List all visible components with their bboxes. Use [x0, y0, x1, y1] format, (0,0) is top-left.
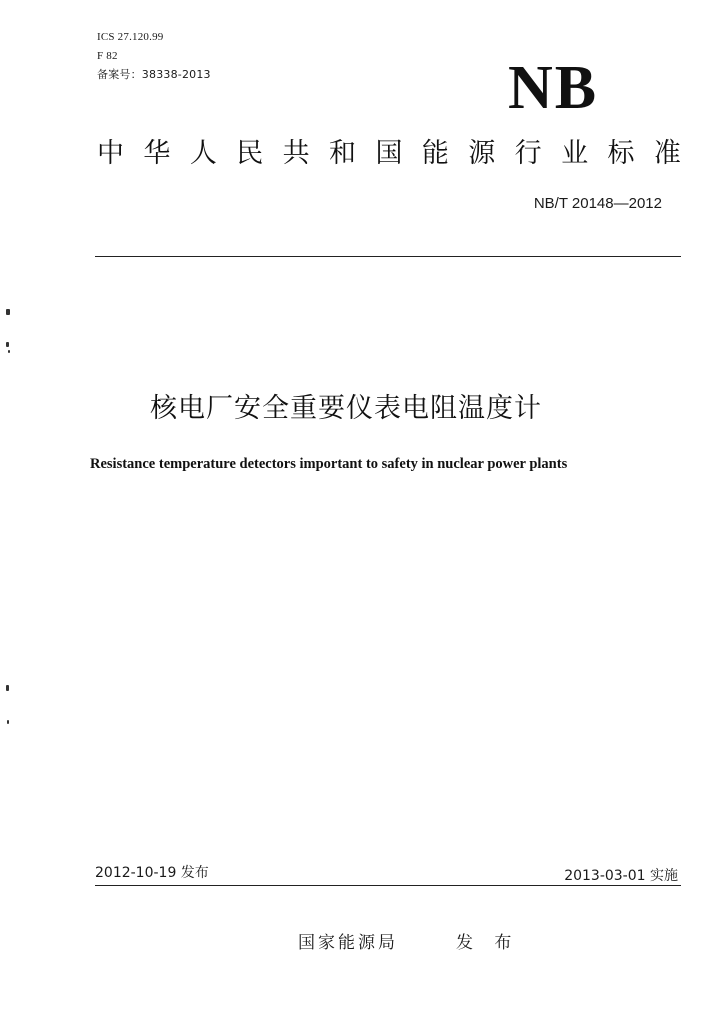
footer-divider — [95, 885, 681, 886]
standard-number: NB/T 20148—2012 — [533, 195, 662, 212]
standard-class-char: 民 — [236, 138, 264, 169]
title-english: Resistance temperature detectors important to safety in nuclear power plants — [90, 456, 568, 472]
issue-date: 2012-10-19 发布 — [95, 865, 209, 881]
title-chinese: 核电厂安全重要仪表电阻温度计 — [150, 393, 542, 424]
filing-number: 备案号：38338-2013 — [97, 68, 211, 81]
standard-class-char: 能 — [421, 138, 449, 169]
standard-class-char: 华 — [143, 138, 171, 169]
standard-class-char: 国 — [375, 138, 403, 169]
ics-code: ICS 27.120.99 — [97, 31, 164, 43]
implementation-date: 2013-03-01 实施 — [564, 868, 678, 884]
publisher: 国家能源局 — [298, 933, 398, 953]
scan-speck — [6, 685, 9, 691]
scan-speck — [7, 720, 9, 724]
scan-speck — [8, 350, 10, 353]
classification-code: F 82 — [97, 50, 118, 62]
standard-class-char: 业 — [561, 138, 589, 169]
publish-verb: 发 布 — [456, 933, 520, 953]
standard-class-char: 中 — [97, 138, 124, 169]
standard-class-char: 标 — [607, 138, 635, 169]
standard-class-char: 共 — [282, 138, 310, 169]
header-divider — [95, 256, 681, 257]
nb-logo: NB — [508, 54, 599, 122]
scan-speck — [6, 342, 9, 347]
standard-class-heading — [97, 138, 681, 170]
scan-speck — [6, 309, 10, 315]
standard-class-char: 行 — [514, 138, 542, 169]
standard-class-char: 和 — [329, 138, 357, 169]
standard-class-char: 准 — [653, 138, 681, 169]
standard-class-char: 源 — [468, 138, 496, 169]
standard-class-char: 人 — [189, 138, 217, 169]
